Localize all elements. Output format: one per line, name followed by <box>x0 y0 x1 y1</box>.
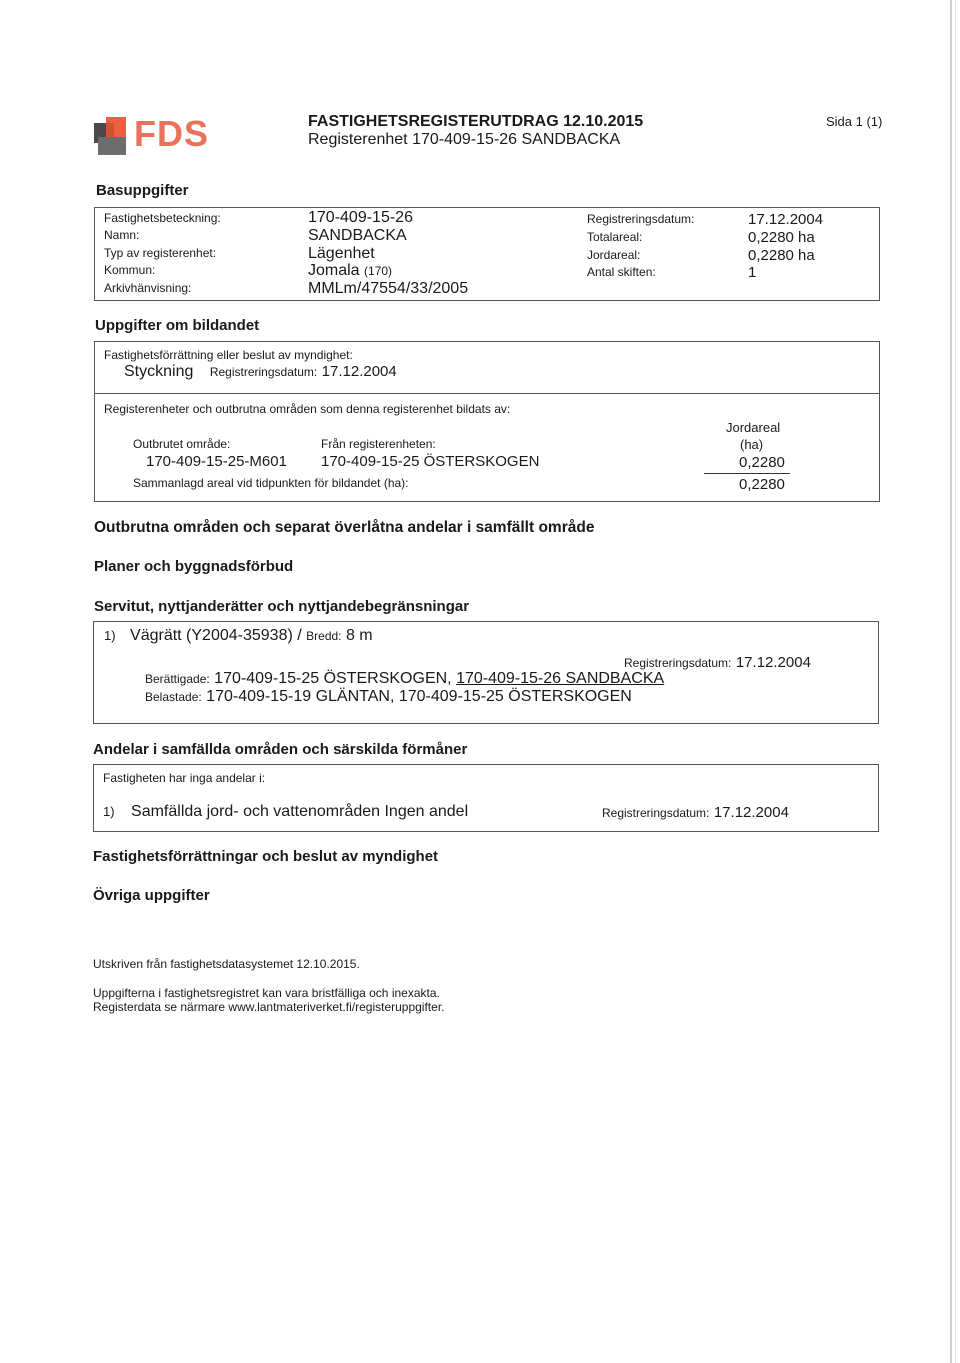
sum-rule <box>704 473 790 474</box>
andelar-reg-label: Registreringsdatum: <box>602 806 710 820</box>
section-heading-basuppgifter: Basuppgifter <box>96 182 189 199</box>
berattigade-value-a: 170-409-15-25 ÖSTERSKOGEN, <box>214 670 452 687</box>
col-jordareal: Jordareal <box>726 420 781 435</box>
label-totalareal: Totalareal: <box>587 230 643 244</box>
forrattning-row <box>124 363 397 381</box>
label-jordareal: Jordareal: <box>587 248 641 262</box>
sum-label: Sammanlagd areal vid tidpunkten för bildandet (ha): <box>133 476 409 490</box>
berattigade-value-b: 170-409-15-26 SANDBACKA <box>456 670 665 687</box>
value-namn: SANDBACKA <box>308 227 407 244</box>
label-typ: Typ av registerenhet: <box>104 246 217 260</box>
section-heading-planer: Planer och byggnadsförbud <box>94 558 294 575</box>
label-namn: Namn: <box>104 228 140 242</box>
berattigade-label: Berättigade: <box>145 672 210 686</box>
row-outbrutet: 170-409-15-25-M601 <box>146 453 287 470</box>
andelar-text: Samfällda jord- och vattenområden Ingen andel <box>131 803 469 820</box>
col-outbrutet: Outbrutet område: <box>133 437 231 451</box>
andelar-reg <box>602 804 789 822</box>
value-antal-skiften: 1 <box>748 264 757 281</box>
section-heading-outbrutna: Outbrutna områden och separat överlåtna andelar i samfällt område <box>94 519 595 536</box>
value-typ: Lägenhet <box>308 245 375 262</box>
value-arkivhanvisning: MMLm/47554/33/2005 <box>308 280 469 297</box>
footer-reference: Registerdata se närmare www.lantmateriverket.fi/registeruppgifter. <box>93 1000 445 1014</box>
value-jordareal: 0,2280 ha <box>748 247 815 264</box>
belastade-label: Belastade: <box>145 690 202 704</box>
value-fastighetsbeteckning: 170-409-15-26 <box>308 209 413 226</box>
andelar-reg-value: 17.12.2004 <box>713 804 789 821</box>
page-edge <box>955 0 956 1363</box>
row-fran: 170-409-15-25 ÖSTERSKOGEN <box>321 453 540 470</box>
section-heading-andelar: Andelar i samfällda områden och särskilda förmåner <box>93 741 468 758</box>
belastade-value: 170-409-15-19 GLÄNTAN, 170-409-15-25 ÖSTERSKOGEN <box>206 688 632 705</box>
andelar-item <box>103 803 468 821</box>
section-heading-ovriga: Övriga uppgifter <box>93 887 210 904</box>
document-title: FASTIGHETSREGISTERUTDRAG 12.10.2015 <box>308 113 644 130</box>
berattigade-row <box>145 670 664 688</box>
belastade-row <box>145 688 632 706</box>
label-forrattning-reg: Registreringsdatum: <box>209 365 318 379</box>
footer-printed: Utskriven från fastighetsdatasystemet 12.10.2015. <box>93 957 360 971</box>
divider <box>94 393 880 394</box>
document-subtitle: Registerenhet 170-409-15-26 SANDBACKA <box>308 131 621 148</box>
servitut-item <box>104 627 373 645</box>
bildandet-intro: Registerenheter och outbrutna områden som denna registerenhet bildats av: <box>104 402 511 416</box>
value-forrattning: Styckning <box>124 363 194 380</box>
fds-logo: FDS <box>94 113 204 159</box>
page-number: Sida 1 (1) <box>826 114 883 129</box>
footer-disclaimer: Uppgifterna i fastighetsregistret kan vara bristfälliga och inexakta. <box>93 986 440 1000</box>
sum-value: 0,2280 <box>739 476 785 493</box>
row-jordareal: 0,2280 <box>739 454 785 471</box>
andelar-intro: Fastigheten har inga andelar i: <box>103 771 266 785</box>
servitut-number: 1) <box>104 628 116 643</box>
section-heading-servitut: Servitut, nyttjanderätter och nyttjandebegränsningar <box>94 598 470 615</box>
section-heading-forrattningar: Fastighetsförrättningar och beslut av myndighet <box>93 848 439 865</box>
label-kommun: Kommun: <box>104 263 156 277</box>
servitut-title: Vägrätt (Y2004-35938) / <box>130 627 302 644</box>
label-antal-skiften: Antal skiften: <box>587 265 656 279</box>
label-registreringsdatum: Registreringsdatum: <box>587 212 695 226</box>
col-fran: Från registerenheten: <box>321 437 436 451</box>
value-kommun: Jomala (170) <box>308 262 393 279</box>
label-forrattning: Fastighetsförrättning eller beslut av myndighet: <box>104 348 353 362</box>
label-fastighetsbeteckning: Fastighetsbeteckning: <box>104 211 221 225</box>
page-edge <box>950 0 952 1363</box>
value-registreringsdatum: 17.12.2004 <box>748 211 824 228</box>
servitut-reg-value: 17.12.2004 <box>735 654 811 671</box>
label-arkivhanvisning: Arkivhänvisning: <box>104 281 192 295</box>
section-heading-bildandet: Uppgifter om bildandet <box>95 317 260 334</box>
value-forrattning-reg: 17.12.2004 <box>321 363 397 380</box>
bredd-label: Bredd: <box>306 629 342 643</box>
col-unit: (ha) <box>740 437 764 452</box>
andelar-number: 1) <box>103 804 115 819</box>
kommun-code: (170) <box>364 264 393 278</box>
bredd-value: 8 m <box>345 627 373 644</box>
value-totalareal: 0,2280 ha <box>748 229 815 246</box>
servitut-reg-label: Registreringsdatum: <box>624 656 732 670</box>
